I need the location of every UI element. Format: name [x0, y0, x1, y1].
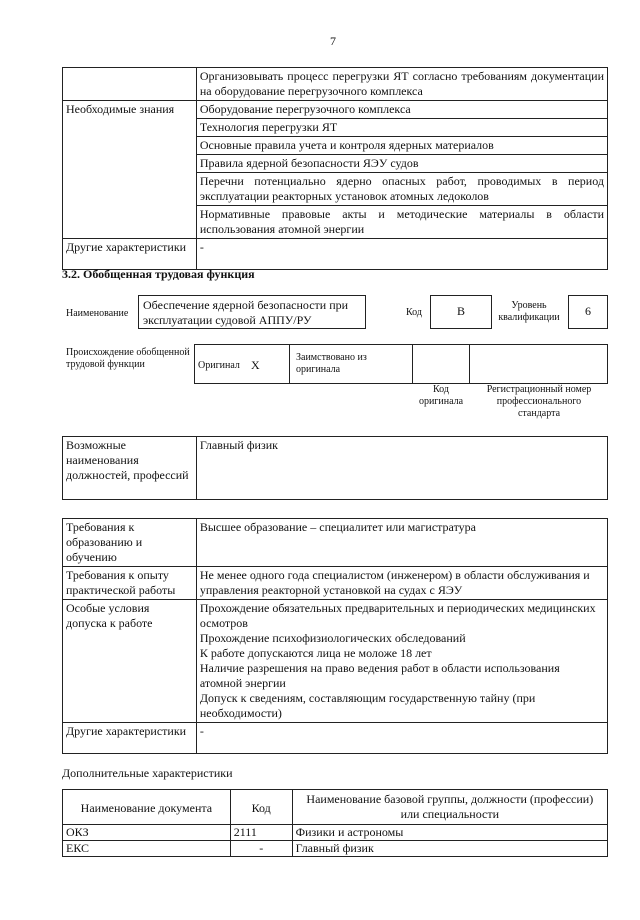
additional-heading: Дополнительные характеристики: [62, 766, 233, 780]
cell-document: ЕКС: [63, 841, 231, 857]
table-row: [63, 437, 608, 500]
row-value: Технология перегрузки ЯТ: [196, 119, 607, 137]
function-name-value: Обеспечение ядерной безопасности при эксплуатации судовой АППУ/РУ: [143, 298, 349, 327]
row-value: -: [196, 239, 607, 270]
original-label: Оригинал: [198, 360, 240, 371]
origin-borrowed-box: [289, 344, 413, 384]
row-label: Необходимые знания: [63, 101, 197, 239]
function-name-box: [138, 295, 366, 329]
cell-code: -: [230, 841, 292, 857]
row-label: Особые условия допуска к работе: [63, 600, 197, 723]
condition-item: Допуск к сведениям, составляющим государственную тайну (при необходимости): [199, 691, 536, 720]
borrowed-label: Заимствовано из оригинала: [296, 352, 367, 375]
name-label: Наименование: [66, 308, 129, 319]
row-value: Основные правила учета и контроля ядерных материалов: [196, 137, 607, 155]
row-value: Не менее одного года специалистом (инженером) в области обслуживания и управления реакторной установкой на судах с ЯЭУ: [196, 567, 607, 600]
row-value: Высшее образование – специалитет или магистратура: [196, 519, 607, 567]
reg-caption: Регистрационный номер профессионального стандарта: [486, 384, 592, 419]
condition-item: Наличие разрешения на право ведения работ в области использования атомной энергии: [199, 661, 560, 690]
row-label: [63, 68, 197, 101]
original-mark: X: [251, 358, 260, 372]
table-row: [63, 723, 608, 754]
requirements-table: [62, 518, 608, 754]
table-row: [63, 567, 608, 600]
level-value: 6: [585, 304, 591, 318]
knowledge-table: [62, 67, 608, 270]
condition-item: К работе допускаются лица не моложе 18 лет: [199, 646, 432, 660]
header-code: Код: [230, 790, 292, 825]
additional-table: [62, 789, 608, 857]
positions-value: Главный физик: [196, 437, 607, 500]
level-box: [568, 295, 608, 329]
table-row: [63, 519, 608, 567]
row-value: [196, 600, 607, 723]
origin-reg-box: [469, 344, 608, 384]
level-label: Уровень квалификации: [498, 300, 560, 323]
header-group: Наименование базовой группы, должности (профессии) или специальности: [292, 790, 607, 825]
condition-item: Прохождение обязательных предварительных и периодических медицинских осмотров: [199, 601, 596, 630]
cell-group: Главный физик: [292, 841, 607, 857]
table-row: [63, 239, 608, 270]
row-label: Требования к образованию и обучению: [63, 519, 197, 567]
row-label: Требования к опыту практической работы: [63, 567, 197, 600]
cell-code: 2111: [230, 825, 292, 841]
row-value: Организовывать процесс перегрузки ЯТ согласно требованиям документации на оборудование перегрузочного комплекса: [196, 68, 607, 101]
table-row: [63, 825, 608, 841]
origin-label: Происхождение обобщенной трудовой функции: [66, 347, 190, 370]
origin-code-box: [412, 344, 470, 384]
positions-label: Возможные наименования должностей, профессий: [63, 437, 197, 500]
cell-group: Физики и астрономы: [292, 825, 607, 841]
header-document: Наименование документа: [63, 790, 231, 825]
row-label: Другие характеристики: [63, 723, 197, 754]
table-row: [63, 841, 608, 857]
table-row: [63, 68, 608, 101]
row-value: -: [196, 723, 607, 754]
row-value: Правила ядерной безопасности ЯЭУ судов: [196, 155, 607, 173]
cell-document: ОКЗ: [63, 825, 231, 841]
condition-item: Прохождение психофизиологических обследований: [199, 631, 466, 645]
code-box: [430, 295, 492, 329]
table-row: [63, 600, 608, 723]
page-number: 7: [330, 34, 336, 48]
row-value: Перечни потенциально ядерно опасных работ, проводимых в период эксплуатации реакторных установок атомных ледоколов: [196, 173, 607, 206]
row-value: Оборудование перегрузочного комплекса: [196, 101, 607, 119]
table-row: [63, 101, 608, 119]
row-value: Нормативные правовые акты и методические материалы в области использования атомной энергии: [196, 206, 607, 239]
positions-table: [62, 436, 608, 500]
code-caption: Код оригинала: [418, 384, 464, 407]
origin-original-box: [194, 344, 290, 384]
row-label: Другие характеристики: [63, 239, 197, 270]
section-heading: 3.2. Обобщенная трудовая функция: [62, 267, 255, 281]
code-label: Код: [406, 307, 422, 318]
code-value: B: [456, 304, 465, 318]
table-header-row: [63, 790, 608, 825]
